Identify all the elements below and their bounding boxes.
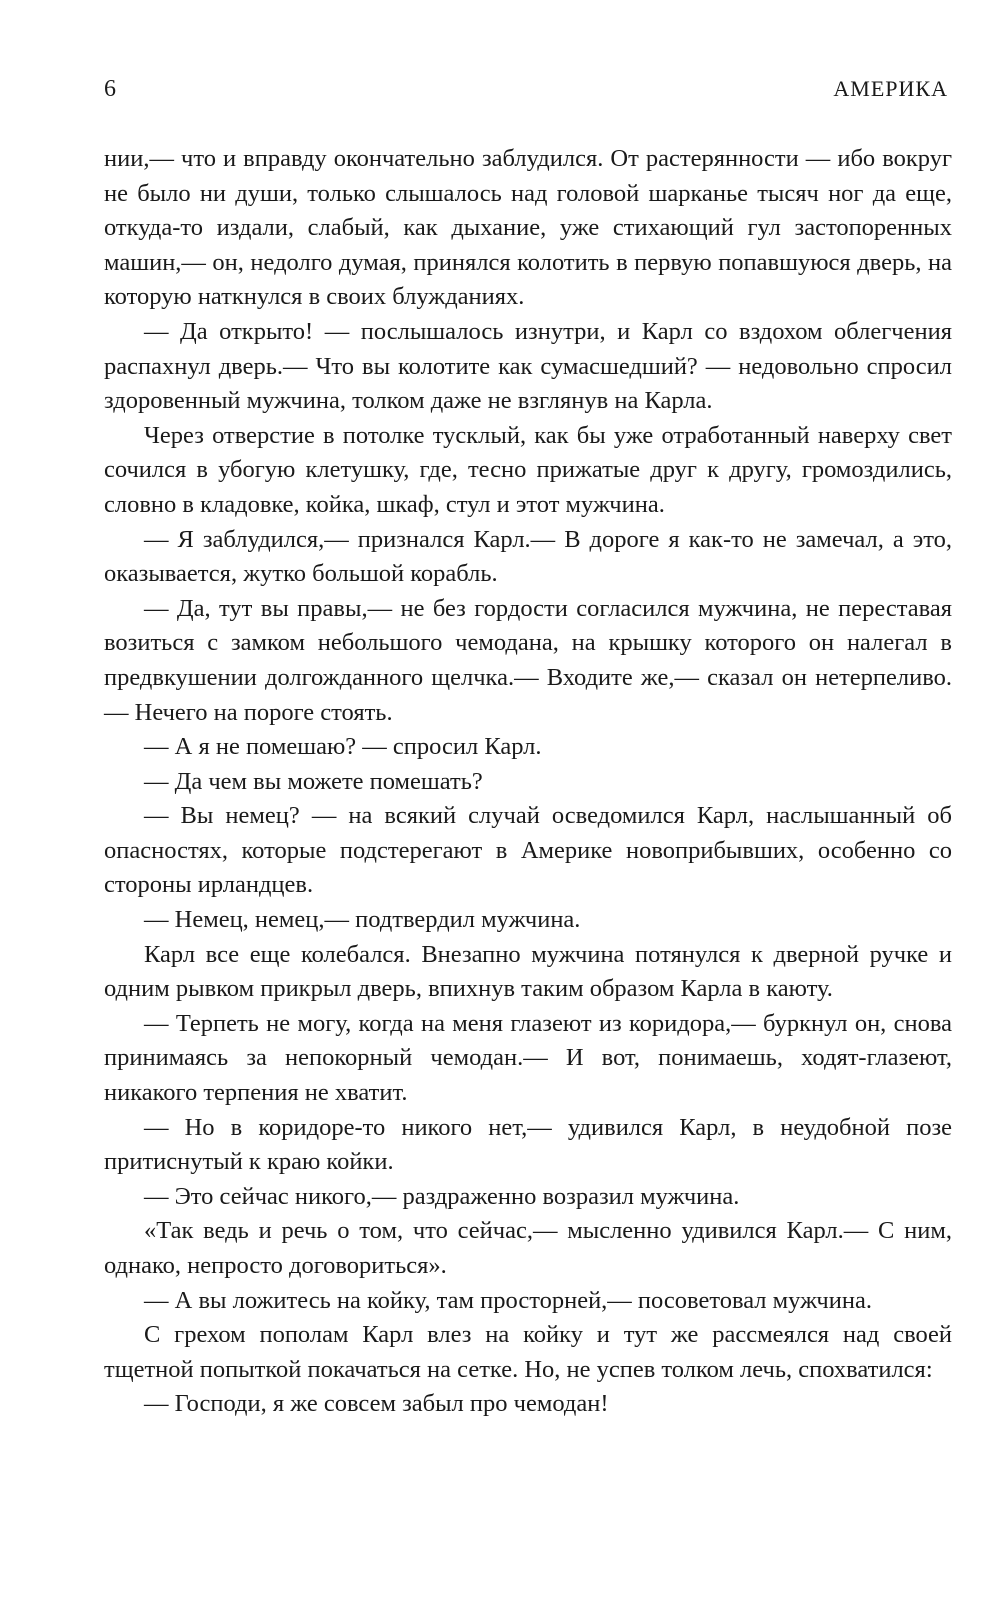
paragraph: — Немец, немец,— подтвердил мужчина. <box>144 906 581 934</box>
paragraph: — Да чем вы можете помешать? <box>144 767 483 795</box>
paragraph: Карл все еще колебался. Внезапно мужчина потянулся к дверной ручке и одним рывком прикрыл дверь, впихнув таким образом Карла в каюту. <box>104 940 952 1003</box>
paragraph: — Господи, я же совсем забыл про чемодан! <box>144 1390 609 1418</box>
paragraph: — Вы немец? — на всякий случай осведомился Карл, наслышанный об опасностях, которые подстерегают в Америке новоприбывших, особенно со стороны ирландцев. <box>104 802 952 899</box>
paragraph: «Так ведь и речь о том, что сейчас,— мысленно удивился Карл.— С ним, однако, непросто договориться». <box>104 1217 952 1279</box>
page-number: 6 <box>104 76 116 102</box>
paragraph: — Да открыто! — послышалось изнутри, и Карл со вздохом облегчения распахнул дверь.— Что вы колотите как сумасшедший? — недовольно спросил здоровенный мужчина, толком даже не взглянув на Карла. <box>104 317 952 415</box>
paragraph: — Но в коридоре-то никого нет,— удивился Карл, в неудобной позе притиснутый к краю койки. <box>104 1113 952 1176</box>
paragraph: — А я не помешаю? — спросил Карл. <box>144 733 542 761</box>
paragraph: нии,— что и вправду окончательно заблудился. От растерянности — ибо вокруг не было ни души, только слышалось над головой шарканье тысяч ног да еще, откуда-то издали, слабый, как дыхание, уже стихающий гул застопоренных машин,— он, недолго думая, принялся колотить в первую попавшуюся дверь, на которую наткнулся в своих блужданиях. <box>104 145 952 311</box>
paragraph: — Да, тут вы правы,— не без гордости согласился мужчина, не переставая возиться с замком небольшого чемодана, на крышку которого он налегал в предвкушении долгожданного щелчка.— Входите же,— сказал он нетерпеливо.— Нечего на пороге стоять. <box>104 594 952 726</box>
paragraph: — А вы ложитесь на койку, там просторней,— посоветовал мужчина. <box>144 1286 872 1314</box>
body-text <box>104 142 952 1422</box>
page-header <box>104 72 948 112</box>
paragraph: — Это сейчас никого,— раздраженно возразил мужчина. <box>144 1182 740 1210</box>
paragraph: — Терпеть не могу, когда на меня глазеют из коридора,— буркнул он, снова принимаясь за непокорный чемодан.— И вот, понимаешь, ходят-глазеют, никакого терпения не хватит. <box>104 1009 952 1107</box>
paragraph: — Я заблудился,— признался Карл.— В дороге я как-то не замечал, а это, оказывается, жутко большой корабль. <box>104 525 952 588</box>
running-title: АМЕРИКА <box>833 76 948 101</box>
paragraph: Через отверстие в потолке тусклый, как бы уже отработанный наверху свет сочился в убогую клетушку, где, тесно прижатые друг к другу, громоздились, словно в кладовке, койка, шкаф, стул и этот мужчина. <box>104 421 952 518</box>
paragraph: С грехом пополам Карл влез на койку и тут же рассмеялся над своей тщетной попыткой покачаться на сетке. Но, не успев толком лечь, спохватился: <box>104 1321 952 1383</box>
